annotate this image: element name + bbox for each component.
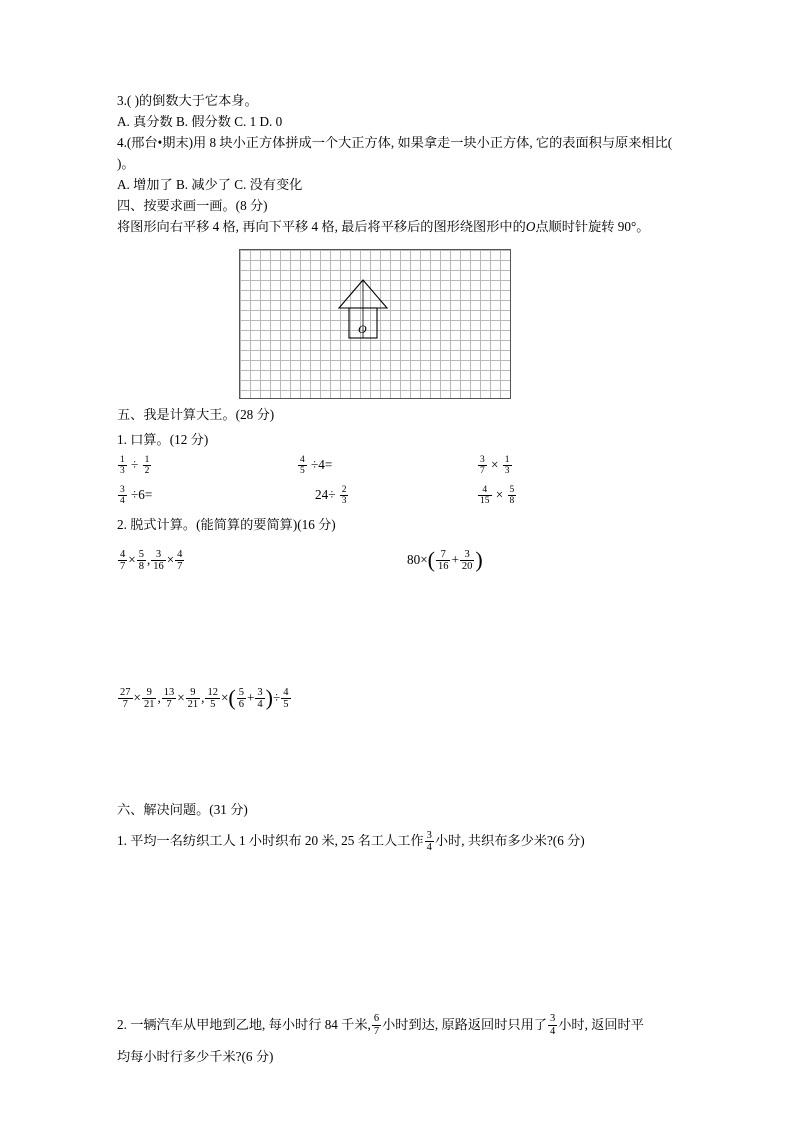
- fraction: $\frac{5}{6}$: [238, 686, 244, 710]
- fraction: $\frac{7}{16}$: [437, 548, 449, 572]
- oral-calc-row-2: [117, 480, 677, 510]
- fraction: $\frac{3}{4}$: [426, 829, 432, 853]
- operand: 24: [315, 487, 329, 502]
- section-4-title-text: 四、按要求画一画。(8 分): [117, 198, 268, 213]
- fraction: $\frac{1}{3}$: [504, 454, 510, 476]
- q1-text-post: 小时, 共织布多少米?(6 分): [434, 833, 585, 848]
- fraction: $\frac{27}{7}$: [120, 686, 131, 710]
- fraction: $\frac{3}{4}$: [120, 484, 125, 506]
- figure-point-o: O: [358, 322, 367, 336]
- equals: =: [324, 457, 333, 472]
- oral-item-4: [117, 480, 297, 510]
- fraction: $\frac{9}{21}$: [187, 686, 199, 710]
- q2-text-mid: 小时到达, 原路返回时只用了: [382, 1016, 547, 1032]
- fraction: $\frac{13}{7}$: [163, 686, 175, 710]
- work-space-1: [117, 575, 677, 683]
- fraction: $\frac{2}{3}$: [341, 484, 347, 506]
- work-space-3b: [117, 962, 677, 1014]
- oral-item-5: [297, 480, 477, 510]
- section-4-instruction: [117, 216, 677, 237]
- instruction-pre: 将图形向右平移 4 格, 再向下平移 4 格, 最后将平移后的图形绕图形中的: [117, 219, 526, 234]
- question-3-stem: 3.( )的倒数大于它本身。: [117, 93, 258, 108]
- fraction: $\frac{1}{3}$: [120, 454, 125, 476]
- section-5-title: 五、我是计算大王。(28 分): [117, 407, 275, 422]
- fraction: $\frac{4}{7}$: [177, 548, 183, 572]
- fraction: $\frac{4}{7}$: [120, 548, 126, 572]
- expression-row-1: [117, 545, 677, 575]
- operator: ×: [495, 487, 504, 502]
- fraction: $\frac{5}{8}$: [509, 484, 515, 506]
- operator: ×: [491, 457, 499, 472]
- fraction: $\frac{6}{7}$: [373, 1013, 380, 1037]
- fraction: $\frac{3}{7}$: [480, 454, 485, 476]
- fraction: $\frac{3}{4}$: [549, 1013, 556, 1037]
- oral-item-2: [297, 450, 477, 480]
- grid-figure: [117, 249, 677, 404]
- instruction-post: 点顺时针旋转 90°。: [535, 219, 650, 234]
- operator: ÷: [131, 487, 139, 502]
- expression-2: 80×( $\frac{7}{16}$ + $\frac{3}{20}$ ): [407, 547, 483, 573]
- fraction: $\frac{4}{15}$: [480, 484, 490, 506]
- fraction: $\frac{1}{2}$: [144, 454, 150, 476]
- fraction: $\frac{9}{21}$: [143, 686, 155, 710]
- expression-3: $\frac{27}{7}$ × $\frac{9}{21}$ , $\frac{13}{7}$ × $\frac{9}{21}$ , $\frac{12}{5}$ ×( $\frac{5}{6}$ + $\frac{3}{4}$ )÷ $\frac{4}{5}$: [120, 685, 289, 711]
- section-5-sub-1: 1. 口算。(12 分): [117, 432, 209, 447]
- operand: 6: [138, 487, 145, 502]
- fraction: $\frac{3}{4}$: [257, 686, 263, 710]
- oral-item-1: [117, 450, 297, 480]
- question-3-options: A. 真分数 B. 假分数 C. 1 D. 0: [117, 114, 283, 129]
- section-6-question-1: [117, 830, 677, 854]
- fraction: $\frac{3}{16}$: [153, 548, 164, 572]
- section-6-question-2-line2: 均每小时行多少千米?(6 分): [117, 1048, 274, 1064]
- q1-text-pre: 1. 平均一名纺织工人 1 小时织布 20 米, 25 名工人工作: [117, 833, 424, 848]
- grid-canvas: [239, 249, 511, 399]
- work-space-2: [117, 713, 677, 799]
- q2-text-post: 小时, 返回时平: [558, 1016, 644, 1032]
- equals: =: [144, 487, 153, 502]
- expression-row-2: [117, 683, 677, 713]
- section-6-question-2: [117, 1014, 677, 1038]
- oral-item-3: [477, 450, 657, 480]
- operand: 4: [318, 457, 325, 472]
- fraction: $\frac{3}{20}$: [461, 548, 473, 572]
- question-4-stem: 4.(邢台•期末)用 8 块小正方体拼成一个大正方体, 如果拿走一块小正方体, 它的表面积与原来相比( )。: [117, 135, 673, 171]
- fraction: $\frac{4}{5}$: [283, 686, 289, 710]
- q2-text-pre: 2. 一辆汽车从甲地到乙地, 每小时行 84 千米,: [117, 1016, 371, 1032]
- page-content: [117, 90, 677, 1067]
- section-6-title: 六、解决问题。(31 分): [117, 802, 248, 817]
- operator: ÷: [311, 457, 319, 472]
- question-4-options: A. 增加了 B. 减少了 C. 没有变化: [117, 177, 303, 192]
- fraction: $\frac{4}{5}$: [300, 454, 305, 476]
- fraction: $\frac{12}{5}$: [207, 686, 218, 710]
- operator: ÷: [328, 487, 336, 502]
- expression-1: $\frac{4}{7}$ × $\frac{5}{8}$ , $\frac{3}{16}$ × $\frac{4}{7}$: [120, 548, 183, 572]
- fraction: $\frac{5}{8}$: [138, 548, 144, 572]
- oral-item-6: [477, 480, 657, 510]
- operator: ÷: [131, 457, 139, 472]
- section-5-sub-2: 2. 脱式计算。(能简算的要简算)(16 分): [117, 517, 336, 532]
- section-4-title: [117, 195, 677, 216]
- point-o-label: O: [525, 219, 536, 234]
- work-space-3: [117, 854, 677, 962]
- oral-calc-row-1: [117, 450, 677, 480]
